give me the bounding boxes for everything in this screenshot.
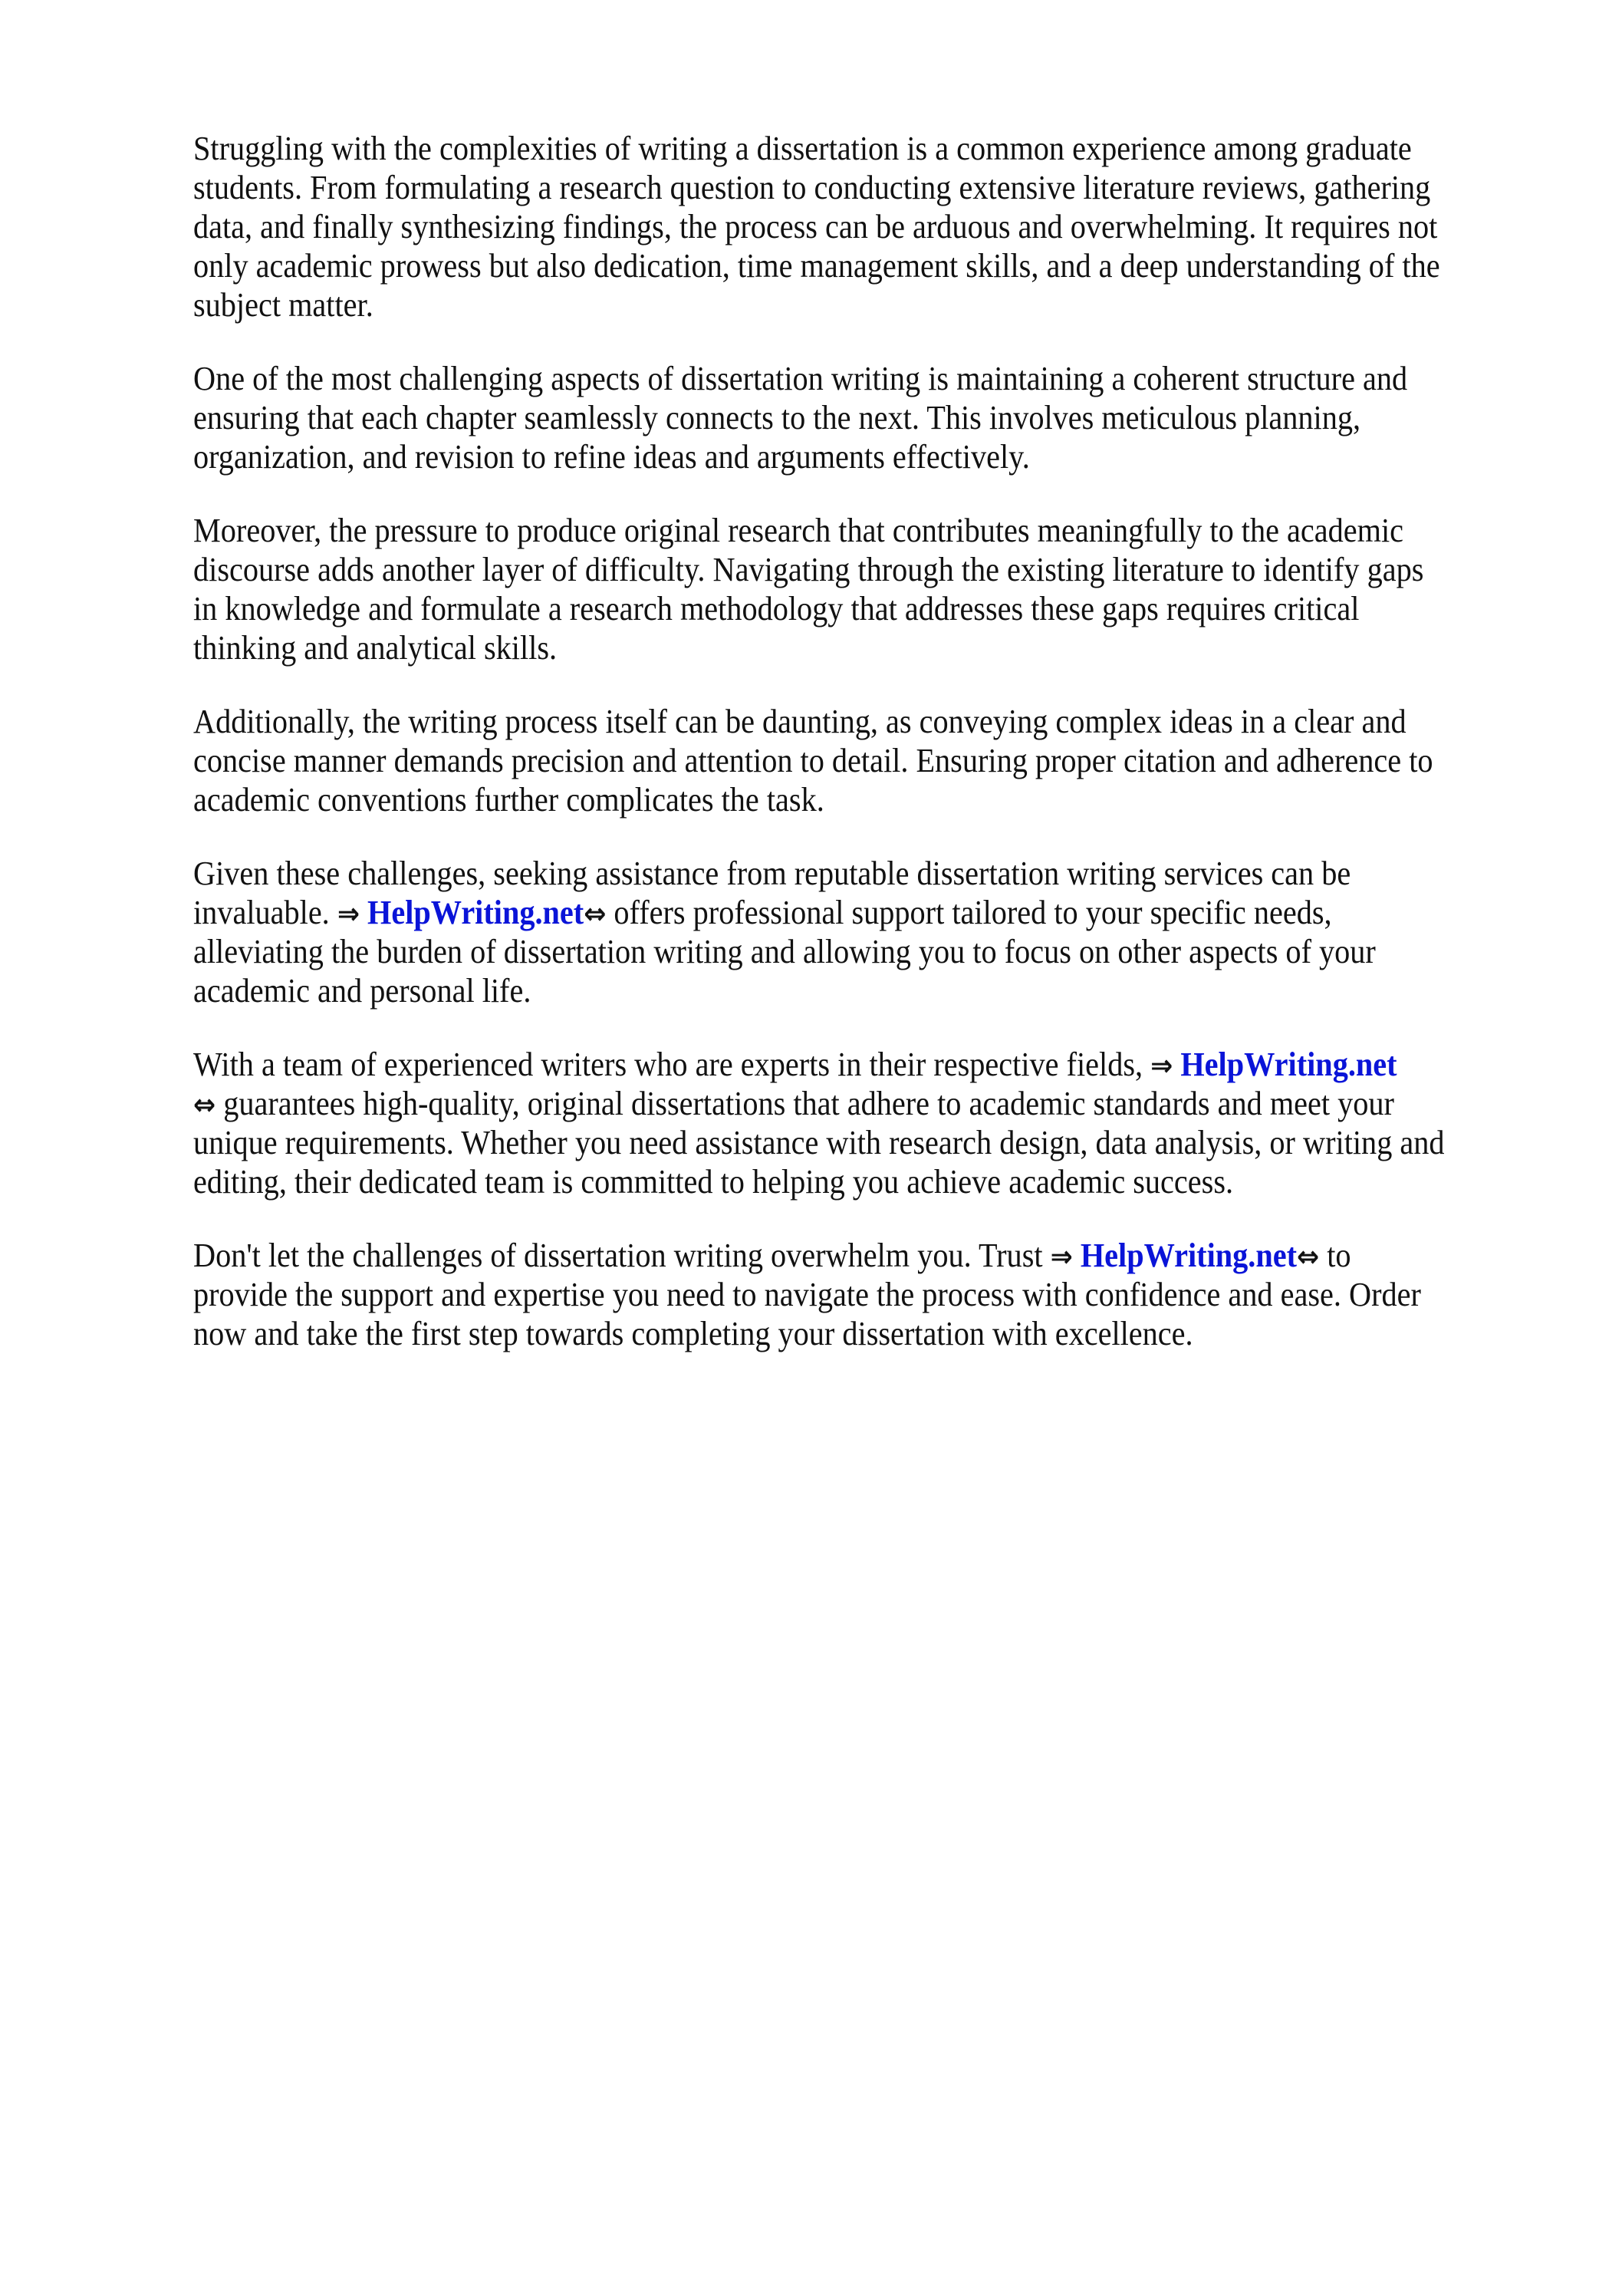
text-segment: guarantees high-quality, original dissertations that adhere to academic standards and meet your <box>215 1085 1394 1122</box>
text-segment: subject matter. <box>193 286 373 324</box>
text-line <box>193 1162 1428 1201</box>
text-line <box>193 1314 1428 1353</box>
text-segment: Given these challenges, seeking assistance from reputable dissertation writing services can be <box>193 855 1351 892</box>
text-segment: now and take the first step towards completing your dissertation with excellence. <box>193 1315 1193 1352</box>
document-body <box>193 129 1543 1388</box>
text-segment: With a team of experienced writers who are experts in their respective fields, <box>193 1046 1151 1083</box>
helpwriting-link[interactable]: HelpWriting.net <box>1080 1237 1298 1274</box>
text-segment: data, and finally synthesizing findings, the process can be arduous and overwhelming. It requires not <box>193 208 1438 245</box>
text-segment: One of the most challenging aspects of dissertation writing is maintaining a coherent structure and <box>193 360 1408 397</box>
text-segment: in knowledge and formulate a research methodology that addresses these gaps requires critical <box>193 590 1360 628</box>
text-line <box>193 1084 1428 1123</box>
helpwriting-link[interactable]: HelpWriting.net <box>367 894 584 931</box>
text-line <box>193 359 1428 398</box>
text-line <box>193 511 1428 550</box>
text-line <box>193 1275 1428 1314</box>
text-line <box>193 168 1431 207</box>
paragraph <box>193 1045 1543 1201</box>
text-line <box>193 1045 1428 1084</box>
text-segment: editing, their dedicated team is committed to helping you achieve academic success. <box>193 1163 1234 1201</box>
right-double-arrow-icon: ⇒ <box>337 897 360 931</box>
text-segment: invaluable. <box>193 894 337 931</box>
text-line <box>193 893 1428 932</box>
text-segment: only academic prowess but also dedication, time management skills, and a deep understanding of the <box>193 247 1440 285</box>
text-line <box>193 780 1428 819</box>
text-segment: provide the support and expertise you need to navigate the process with confidence and ease. Order <box>193 1276 1421 1313</box>
text-line <box>193 398 1428 437</box>
text-segment: ensuring that each chapter seamlessly connects to the next. This involves meticulous planning, <box>193 399 1361 436</box>
text-segment: Don't let the challenges of dissertation writing overwhelm you. Trust <box>193 1237 1051 1274</box>
paragraph <box>193 702 1543 819</box>
left-right-double-arrow-icon: ⇔ <box>1297 1240 1320 1273</box>
text-line <box>193 207 1438 246</box>
paragraph <box>193 1236 1543 1353</box>
text-line <box>193 285 1428 324</box>
paragraph <box>193 854 1543 1010</box>
text-line <box>193 971 1428 1010</box>
text-line <box>193 741 1433 780</box>
text-segment: students. From formulating a research question to conducting extensive literature reviews, gathering <box>193 169 1431 206</box>
text-segment: unique requirements. Whether you need assistance with research design, data analysis, or writing and <box>193 1124 1445 1161</box>
paragraph <box>193 359 1543 476</box>
text-line <box>193 1123 1445 1162</box>
left-right-double-arrow-icon: ⇔ <box>584 897 607 931</box>
text-line <box>193 628 1428 667</box>
text-segment: discourse adds another layer of difficulty. Navigating through the existing literature to identify gaps <box>193 551 1424 588</box>
text-line <box>193 246 1440 285</box>
text-segment: Struggling with the complexities of writing a dissertation is a common experience among graduate <box>193 130 1412 167</box>
paragraph <box>193 129 1543 324</box>
text-segment: Additionally, the writing process itself can be daunting, as conveying complex ideas in a clear and <box>193 703 1407 740</box>
text-line <box>193 437 1428 476</box>
text-line <box>193 702 1428 741</box>
text-line <box>193 1236 1428 1275</box>
text-line <box>193 854 1428 893</box>
right-double-arrow-icon: ⇒ <box>1150 1049 1173 1082</box>
text-line <box>193 589 1428 628</box>
text-segment <box>1173 1046 1180 1083</box>
text-segment <box>1073 1237 1081 1274</box>
paragraph <box>193 511 1543 667</box>
right-double-arrow-icon: ⇒ <box>1050 1240 1073 1273</box>
text-line <box>193 550 1428 589</box>
text-line <box>193 932 1428 971</box>
text-segment: Moreover, the pressure to produce original research that contributes meaningfully to the academic <box>193 512 1404 549</box>
text-segment: to <box>1319 1237 1351 1274</box>
text-segment: academic conventions further complicates the task. <box>193 781 824 819</box>
text-line <box>193 129 1428 168</box>
text-segment: concise manner demands precision and attention to detail. Ensuring proper citation and adherence to <box>193 742 1433 779</box>
left-right-double-arrow-icon: ⇔ <box>193 1088 216 1122</box>
text-segment: academic and personal life. <box>193 972 531 1010</box>
text-segment: offers professional support tailored to your specific needs, <box>606 894 1332 931</box>
text-segment: organization, and revision to refine ideas and arguments effectively. <box>193 438 1030 476</box>
text-segment <box>360 894 367 931</box>
text-segment: thinking and analytical skills. <box>193 629 558 667</box>
helpwriting-link[interactable]: HelpWriting.net <box>1180 1046 1397 1083</box>
text-segment: alleviating the burden of dissertation writing and allowing you to focus on other aspects of your <box>193 933 1376 970</box>
